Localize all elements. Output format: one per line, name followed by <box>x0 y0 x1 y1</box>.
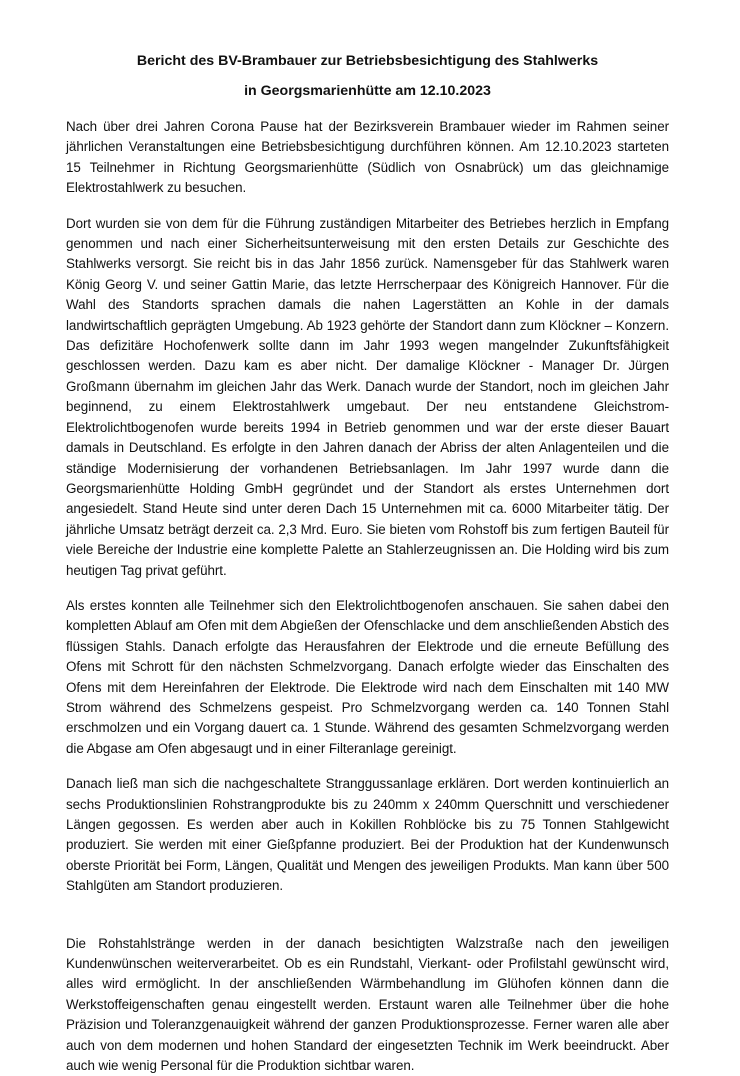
paragraph-rolling-mill: Die Rohstahlstränge werden in der danach besichtigten Walzstraße nach den jeweiligen Kundenwünschen weiterverarbeitet. Ob es ein Rundstahl, Vierkant- oder Profilstahl gewünscht wird, alles wird ermöglicht. In der anschließenden Wärmbehandlung im Glühofen können dann die Werkstoffeigenschaften genau eingestellt werden. Erstaunt waren alle Teilnehmer über die hohe Präzision und Toleranzgenauigkeit während der ganzen Produktionsprozesse. Ferner waren alle aber auch von dem modernen und hohen Standard der eingesetzten Technik im Werk beeindruckt. Aber auch wie wenig Personal für die Produktion sichtbar waren. <box>66 935 669 1074</box>
paragraph-casting: Danach ließ man sich die nachgeschaltete Stranggussanlage erklären. Dort werden kontinuierlich an sechs Produktionslinien Rohstrangprodukte bis zu 240mm x 240mm Querschnitt und verschiedener Längen gegossen. Es werden aber auch in Kokillen Rohblöcke bis zu 75 Tonnen Stahlgewicht produziert. Sie werden mit einer Gießpfanne produziert. Bei der Produktion hat der Kundenwunsch oberste Priorität bei Form, Längen, Qualität und Mengen des jeweiligen Produkts. Man kann über 500 Stahlgüten am Standort produzieren. <box>66 776 669 894</box>
paragraph-history: Dort wurden sie von dem für die Führung zuständigen Mitarbeiter des Betriebes herzlich in Empfang genommen und nach einer Sicherheitsunterweisung mit den ersten Details zur Geschichte des Stahlwerks versorgt. Sie reicht bis in das Jahr 1856 zurück. Namensgeber für das Stahlwerk waren König Georg V. und seiner Gattin Marie, das letzte Herrscherpaar des Königreich Hannover. Für die Wahl des Standorts sprachen damals die nahen Lagerstätten an Kohle in der damals landwirtschaftlich geprägten Umgebung. Ab 1923 gehörte der Standort dann zum Klöckner – Konzern. Das defizitäre Hochofenwerk sollte dann im Jahr 1993 wegen mangelnder Zukunftsfähigkeit geschlossen werden. Dazu kam es aber nicht. Der damalige Klöckner - Manager Dr. Jürgen Großmann übernahm im gleichen Jahr das Werk. Danach wurde der Standort, noch im gleichen Jahr beginnend, zu einem Elektrostahlwerk umgebaut. Der neu entstandene Gleichstrom-Elektrolichtbogenofen wurde bereits 1994 in Betrieb genommen und war der erste dieser Bauart damals in Deutschland. Es erfolgte in den Jahren danach der Abriss der alten Anlagenteilen und die ständige Modernisierung der vorhandenen Betriebsanlagen. Im Jahr 1997 wurde dann die Georgsmarienhütte Holding GmbH gegründet und der Standort als erstes Unternehmen dort angesiedelt. Stand Heute sind unter deren Dach 15 Unternehmen mit ca. 6000 Mitarbeiter tätig. Der jährliche Umsatz beträgt derzeit ca. 2,3 Mrd. Euro. Sie bieten vom Rohstoff bis zum fertigen Bauteil für viele Bereiche der Industrie eine komplette Palette an Stahlerzeugnissen an. Die Holding wird bis zum heutigen Tag privat geführt. <box>66 215 669 578</box>
document-title: Bericht des BV-Brambauer zur Betriebsbesichtigung des Stahlwerks <box>136 53 599 69</box>
paragraph-intro: Nach über drei Jahren Corona Pause hat der Bezirksverein Brambauer wieder im Rahmen seiner jährlichen Veranstaltungen eine Betriebsbesichtigung durchführen können. Am 12.10.2023 starteten 15 Teilnehmer in Richtung Georgsmarienhütte (Südlich von Osnabrück) um das gleichnamige Elektrostahlwerk zu besuchen. <box>66 119 669 196</box>
paragraph-furnace: Als erstes konnten alle Teilnehmer sich den Elektrolichtbogenofen anschauen. Sie sahen dabei den kompletten Ablauf am Ofen mit dem Abgießen der Ofenschlacke und dem anschließenden Abstich des flüssigen Stahls. Danach erfolgte das Herausfahren der Elektrode und die erneute Befüllung des Ofens mit Schrott für den nächsten Schmelzvorgang. Danach erfolgte wieder das Einschalten des Ofens mit dem Hereinfahren der Elektrode. Die Elektrode wird nach dem Einschalten mit 140 MW Strom während des Schmelzens gespeist. Pro Schmelzvorgang werden ca. 140 Tonnen Stahl erschmolzen und ein Vorgang dauert ca. 1 Stunde. Während des gesamten Schmelzvorgang werden die Abgase am Ofen abgesaugt und in einer Filteranlage gereinigt. <box>66 597 669 756</box>
document-subtitle: in Georgsmarienhütte am 12.10.2023 <box>244 83 491 99</box>
